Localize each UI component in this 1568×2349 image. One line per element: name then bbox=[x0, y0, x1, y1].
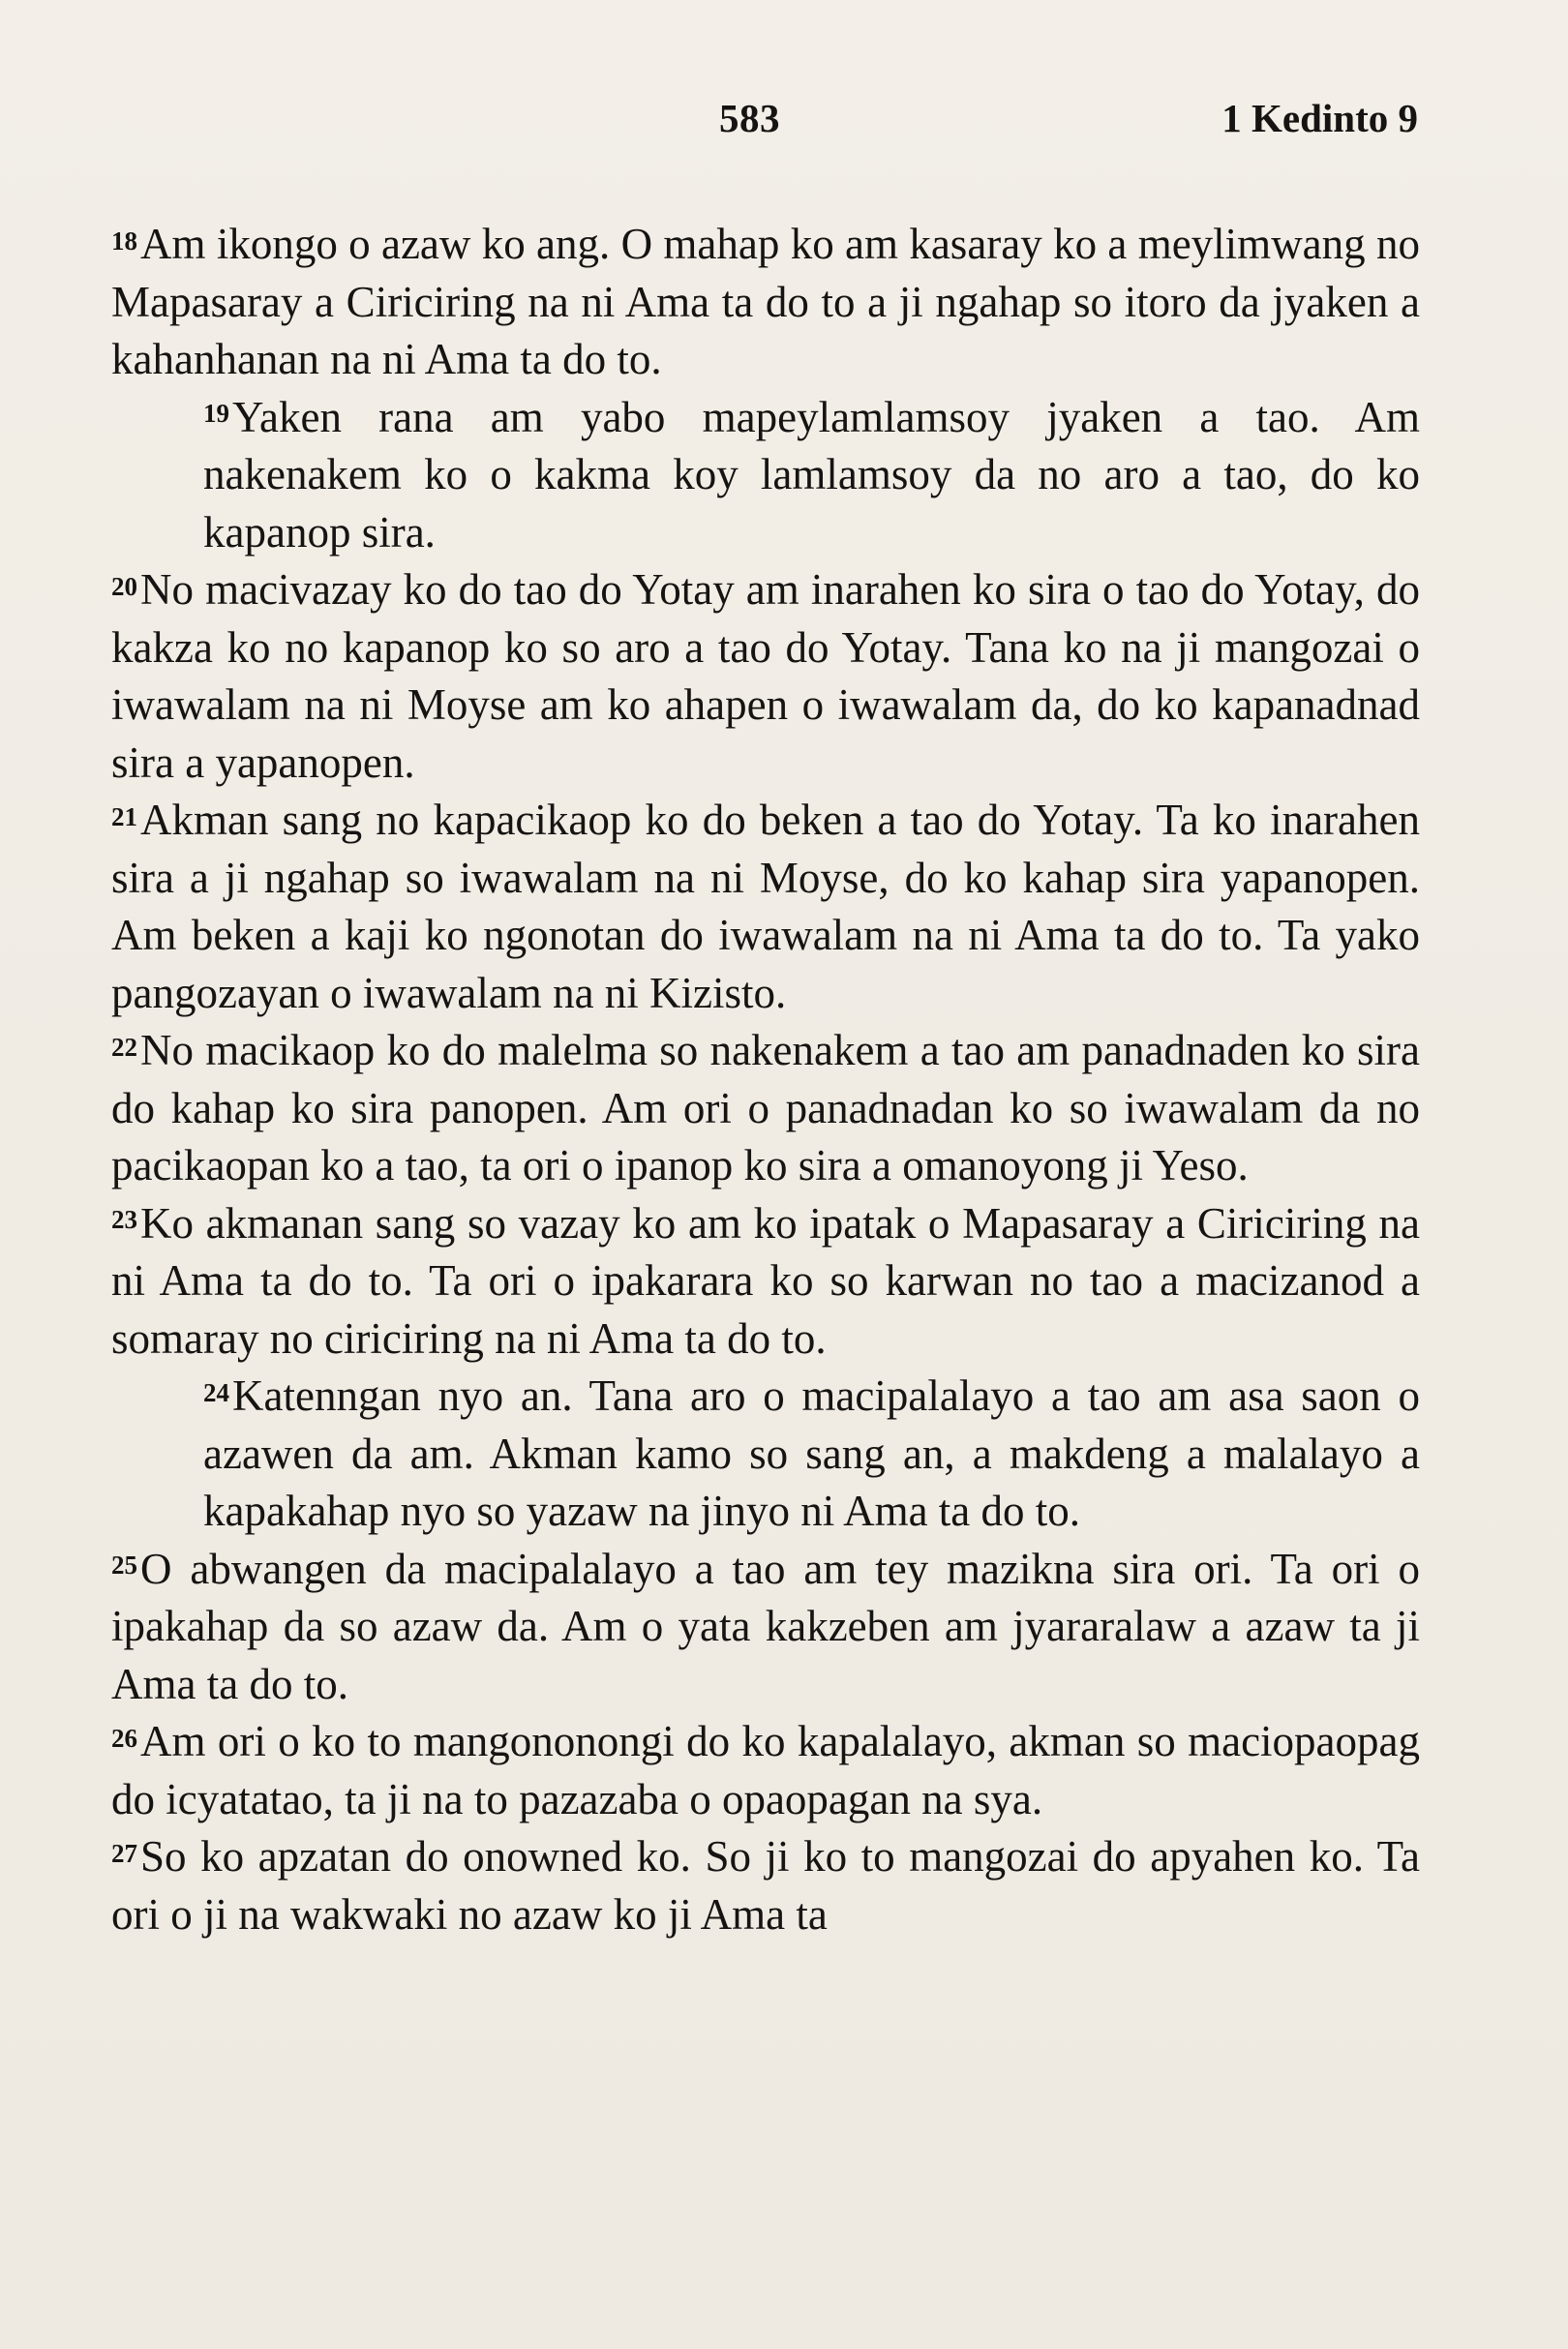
verse-25 bbox=[111, 1541, 1420, 1714]
verse-number: 27 bbox=[111, 1838, 137, 1868]
page-number: 583 bbox=[719, 96, 780, 140]
verse-18 bbox=[111, 216, 1420, 389]
verse-text: Yaken rana am yabo mapeylamlamsoy jyaken a tao. Am nakenakem ko o kakma koy lamlamsoy da no aro a tao, do ko kapanop sira. bbox=[203, 392, 1420, 557]
verse-number: 22 bbox=[111, 1032, 137, 1062]
verse-text: Am ori o ko to mangononongi do ko kapalalayo, akman so maciopaopag do icyatatao, ta ji na to pazazaba o opaopagan na sya. bbox=[111, 1717, 1420, 1823]
verse-text: Akman sang no kapacikaop ko do beken a tao do Yotay. Ta ko inarahen sira a ji ngahap so iwawalam na ni Moyse, do ko kahap sira yapanopen. Am beken a kaji ko ngonotan do iwawalam na ni Ama ta do to. Ta yako pangozayan o iwawalam na ni Kizisto. bbox=[111, 796, 1420, 1017]
verse-20 bbox=[111, 561, 1420, 792]
verse-number: 21 bbox=[111, 801, 137, 831]
page-header bbox=[111, 95, 1418, 153]
verse-21 bbox=[111, 792, 1420, 1022]
verse-text: No macikaop ko do malelma so nakenakem a tao am panadnaden ko sira do kahap ko sira panopen. Am ori o panadnadan ko so iwawalam da no pacikaopan ko a tao, ta ori o ipanop ko sira a omanoyong ji Yeso. bbox=[111, 1026, 1420, 1190]
running-head: 1 Kedinto 9 bbox=[1221, 96, 1418, 140]
verse-number: 25 bbox=[111, 1551, 137, 1581]
verse-19 bbox=[111, 389, 1420, 562]
verse-number: 19 bbox=[203, 399, 229, 429]
verse-number: 18 bbox=[111, 226, 137, 256]
verse-number: 24 bbox=[203, 1377, 229, 1407]
verse-23 bbox=[111, 1195, 1420, 1369]
verse-text: Ko akmanan sang so vazay ko am ko ipatak o Mapasaray a Ciriciring na ni Ama ta do to. Ta ori o ipakarara ko so karwan no tao a macizanod a somaray no ciriciring na ni Ama ta do to. bbox=[111, 1198, 1420, 1363]
verse-number: 20 bbox=[111, 571, 137, 601]
verse-text-block bbox=[111, 216, 1420, 1943]
verse-text: Katenngan nyo an. Tana aro o macipalalayo a tao am asa saon o azawen da am. Akman kamo so sang an, a makdeng a malalayo a kapakahap nyo so yazaw na jinyo ni Ama ta do to. bbox=[203, 1371, 1420, 1535]
verse-27 bbox=[111, 1828, 1420, 1943]
verse-number: 26 bbox=[111, 1723, 137, 1753]
verse-text: So ko apzatan do onowned ko. So ji ko to mangozai do apyahen ko. Ta ori o ji na wakwaki no azaw ko ji Ama ta bbox=[111, 1832, 1420, 1939]
verse-text: O abwangen da macipalalayo a tao am tey mazikna sira ori. Ta ori o ipakahap da so azaw da. Am o yata kakzeben am jyararalaw a azaw ta ji Ama ta do to. bbox=[111, 1544, 1420, 1708]
verse-text: No macivazay ko do tao do Yotay am inarahen ko sira o tao do Yotay, do kakza ko no kapanop ko so aro a tao do Yotay. Tana ko na ji mangozai o iwawalam na ni Moyse am ko ahapen o iwawalam da, do ko kapanadnad sira a yapanopen. bbox=[111, 565, 1420, 787]
verse-number: 23 bbox=[111, 1205, 137, 1235]
verse-22 bbox=[111, 1022, 1420, 1195]
verse-24 bbox=[111, 1368, 1420, 1541]
verse-text: Am ikongo o azaw ko ang. O mahap ko am kasaray ko a meylimwang no Mapasaray a Ciriciring na ni Ama ta do to a ji ngahap so itoro da jyaken a kahanhanan na ni Ama ta do to. bbox=[111, 220, 1420, 383]
verse-26 bbox=[111, 1713, 1420, 1828]
